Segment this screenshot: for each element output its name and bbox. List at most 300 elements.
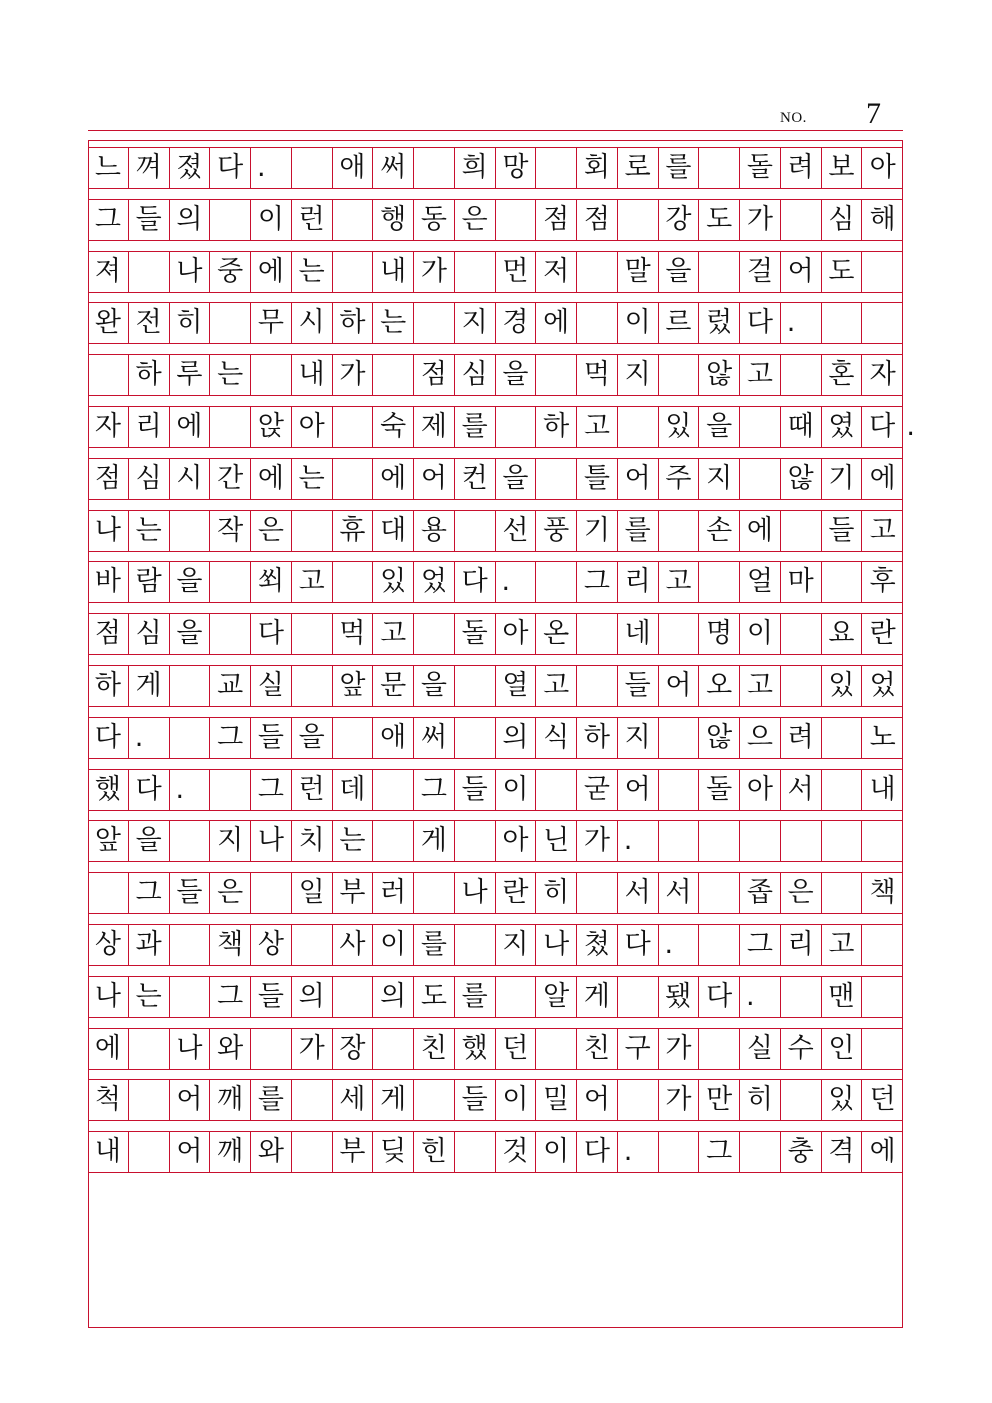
grid-cell: 열 [496, 666, 537, 706]
grid-cell: 마 [781, 562, 822, 602]
grid-cell: 렀 [699, 303, 740, 343]
grid-cell: 휴 [333, 511, 374, 551]
grid-cell: 서 [618, 873, 659, 913]
grid-cell: 지 [618, 718, 659, 758]
grid-cell: 이 [373, 925, 414, 965]
grid-cell [170, 821, 211, 861]
overflow-period: . [906, 411, 915, 442]
grid-cell: . [496, 562, 537, 602]
grid-cell: 동 [414, 200, 455, 240]
grid-cell: 다 [210, 148, 251, 188]
grid-cell: 는 [373, 303, 414, 343]
grid-cell: 숙 [373, 407, 414, 447]
grid-cell: 닌 [536, 821, 577, 861]
grid-cell [618, 1080, 659, 1120]
grid-cell: 게 [414, 821, 455, 861]
grid-cell: 도 [822, 252, 863, 292]
grid-cell: 다 [129, 770, 170, 810]
grid-cell [292, 511, 333, 551]
grid-cell [496, 200, 537, 240]
grid-cell: 서 [781, 770, 822, 810]
grid-cell: 에 [869, 1136, 896, 1168]
grid-cell: 고 [740, 666, 781, 706]
grid-cell [822, 718, 863, 758]
grid-cell [862, 821, 903, 861]
grid-cell [781, 200, 822, 240]
grid-cell: 의 [373, 977, 414, 1017]
grid-cell: 보 [822, 148, 863, 188]
grid-cell [251, 1029, 292, 1069]
grid-cell: 그 [210, 977, 251, 1017]
grid-cell: 다 [618, 925, 659, 965]
grid-cell [659, 1132, 700, 1172]
grid-row [88, 511, 903, 551]
grid-cell: 데 [333, 770, 374, 810]
grid-cell: 람 [129, 562, 170, 602]
grid-cell: 을 [170, 614, 211, 654]
grid-cell: 앞 [88, 821, 129, 861]
grid-cell [862, 303, 903, 343]
manuscript-grid [88, 140, 915, 1328]
grid-cell [292, 666, 333, 706]
grid-cell [699, 821, 740, 861]
grid-cell: 그 [699, 1132, 740, 1172]
grid-cell: 제 [414, 407, 455, 447]
grid-row [88, 1029, 903, 1069]
grid-cell: 책 [210, 925, 251, 965]
grid-cell: 져 [88, 252, 129, 292]
grid-cell: 고 [659, 562, 700, 602]
grid-cell [740, 821, 781, 861]
grid-cell: 힌 [414, 1132, 455, 1172]
grid-cell: 써 [414, 718, 455, 758]
grid-cell: 고 [577, 407, 618, 447]
grid-cell: 나 [88, 511, 129, 551]
grid-cell [618, 977, 659, 1017]
grid-cell: 어 [170, 1080, 211, 1120]
grid-cell: 장 [333, 1029, 374, 1069]
grid-cell: 아 [292, 407, 333, 447]
grid-cell [210, 407, 251, 447]
grid-cell: 은 [455, 200, 496, 240]
grid-cell: 교 [210, 666, 251, 706]
grid-cell: 먼 [496, 252, 537, 292]
grid-cell: 희 [455, 148, 496, 188]
grid-cell: 리 [129, 407, 170, 447]
grid-cell [129, 252, 170, 292]
grid-cell [577, 873, 618, 913]
grid-cell: 는 [210, 355, 251, 395]
no-label: NO. [780, 110, 807, 126]
grid-cell: 써 [373, 148, 414, 188]
grid-cell [536, 355, 577, 395]
grid-cell: 러 [373, 873, 414, 913]
grid-cell: 히 [170, 303, 211, 343]
grid-cell: 사 [333, 925, 374, 965]
grid-cell: 려 [781, 148, 822, 188]
grid-cell: 망 [496, 148, 537, 188]
grid-cell [210, 200, 251, 240]
grid-cell: 하 [88, 666, 129, 706]
grid-cell: 그 [414, 770, 455, 810]
grid-cell [292, 1132, 333, 1172]
grid-cell: . [251, 148, 292, 188]
grid-cell: 틀 [577, 459, 618, 499]
grid-cell: 을 [414, 666, 455, 706]
grid-cell: 내 [292, 355, 333, 395]
grid-cell [333, 718, 374, 758]
grid-row [88, 666, 903, 706]
grid-cell: 가 [333, 355, 374, 395]
grid-cell: 도 [699, 200, 740, 240]
grid-cell: 애 [373, 718, 414, 758]
grid-cell: 을 [699, 407, 740, 447]
grid-cell: 가 [292, 1029, 333, 1069]
grid-cell [699, 562, 740, 602]
grid-cell: 강 [659, 200, 700, 240]
grid-cell [577, 252, 618, 292]
grid-cell [455, 1132, 496, 1172]
grid-cell: 를 [455, 407, 496, 447]
grid-cell [414, 303, 455, 343]
grid-row [88, 1080, 903, 1120]
grid-cell: 르 [659, 303, 700, 343]
grid-cell: 지 [496, 925, 537, 965]
grid-cell: 먹 [333, 614, 374, 654]
grid-cell: 먹 [577, 355, 618, 395]
grid-cell: 대 [373, 511, 414, 551]
grid-cell: 려 [781, 718, 822, 758]
grid-cell: 이 [251, 200, 292, 240]
grid-cell [577, 614, 618, 654]
grid-cell: 만 [699, 1080, 740, 1120]
page-number: 7 [866, 97, 881, 130]
grid-cell [659, 821, 700, 861]
grid-cell [862, 925, 903, 965]
grid-cell [170, 925, 211, 965]
grid-cell: 있 [373, 562, 414, 602]
grid-cell: 히 [740, 1080, 781, 1120]
grid-cell: 때 [781, 407, 822, 447]
grid-cell: 식 [536, 718, 577, 758]
grid-cell [536, 562, 577, 602]
grid-cell: . [740, 977, 781, 1017]
grid-cell: 가 [577, 821, 618, 861]
grid-cell: 시 [170, 459, 211, 499]
grid-cell: 어 [577, 1080, 618, 1120]
grid-cell: 아 [740, 770, 781, 810]
grid-cell [210, 770, 251, 810]
grid-cell: 었 [869, 670, 896, 701]
grid-cell: 어 [618, 770, 659, 810]
grid-cell: 란 [496, 873, 537, 913]
grid-cell [251, 873, 292, 913]
grid-cell: 말 [618, 252, 659, 292]
grid-cell: 어 [781, 252, 822, 292]
grid-cell: 경 [496, 303, 537, 343]
grid-cell [455, 252, 496, 292]
grid-cell: 의 [496, 718, 537, 758]
grid-cell [496, 407, 537, 447]
grid-cell: 점 [414, 355, 455, 395]
grid-cell: 에 [373, 459, 414, 499]
grid-cell [292, 1080, 333, 1120]
grid-cell: 에 [251, 459, 292, 499]
grid-cell: 아 [496, 821, 537, 861]
grid-cell [170, 666, 211, 706]
grid-cell: 쳤 [577, 925, 618, 965]
grid-cell [822, 303, 863, 343]
grid-cell [414, 148, 455, 188]
grid-cell: 다 [740, 303, 781, 343]
grid-cell: 했 [88, 770, 129, 810]
grid-cell [822, 821, 863, 861]
grid-cell: 아 [869, 152, 896, 183]
grid-cell: 지 [210, 821, 251, 861]
grid-cell: 노 [869, 721, 896, 753]
grid-cell: 고 [740, 355, 781, 395]
grid-row [88, 252, 903, 292]
grid-cell: 는 [292, 459, 333, 499]
grid-cell: 심 [129, 459, 170, 499]
grid-cell: 기 [822, 459, 863, 499]
grid-cell [170, 977, 211, 1017]
grid-cell: 를 [414, 925, 455, 965]
grid-cell: 혼 [822, 355, 863, 395]
grid-cell: 들 [170, 873, 211, 913]
grid-cell: 돌 [699, 770, 740, 810]
grid-cell: 에 [170, 407, 211, 447]
grid-row [88, 614, 903, 654]
grid-cell: 를 [659, 148, 700, 188]
grid-cell: 은 [781, 873, 822, 913]
grid-cell: . [170, 770, 211, 810]
grid-cell [781, 821, 822, 861]
grid-cell: 네 [618, 614, 659, 654]
grid-cell: 나 [251, 821, 292, 861]
grid-cell [536, 1029, 577, 1069]
grid-cell: 들 [455, 770, 496, 810]
header-rule [88, 130, 903, 131]
grid-cell: 용 [414, 511, 455, 551]
grid-cell: 이 [536, 1132, 577, 1172]
grid-cell: 는 [333, 821, 374, 861]
grid-row [88, 977, 903, 1017]
grid-cell: 나 [88, 977, 129, 1017]
grid-cell: 점 [88, 459, 129, 499]
grid-cell [781, 977, 822, 1017]
grid-row [88, 1132, 903, 1172]
grid-cell: 돌 [455, 614, 496, 654]
grid-cell: 다 [699, 977, 740, 1017]
grid-cell [536, 770, 577, 810]
grid-cell: 였 [822, 407, 863, 447]
grid-cell [292, 925, 333, 965]
grid-cell: 게 [577, 977, 618, 1017]
grid-cell: 시 [292, 303, 333, 343]
grid-cell [699, 1029, 740, 1069]
grid-row [88, 200, 903, 240]
grid-cell: 졌 [170, 148, 211, 188]
grid-cell: 좁 [740, 873, 781, 913]
grid-cell: 회 [577, 148, 618, 188]
grid-cell [740, 1132, 781, 1172]
grid-cell: 고 [822, 925, 863, 965]
grid-cell: 앞 [333, 666, 374, 706]
grid-cell: 어 [170, 1132, 211, 1172]
grid-cell: 있 [822, 1080, 863, 1120]
grid-cell: 과 [129, 925, 170, 965]
grid-cell: 점 [577, 200, 618, 240]
grid-cell: 깨 [210, 1132, 251, 1172]
grid-cell: 수 [781, 1029, 822, 1069]
grid-cell: 가 [659, 1080, 700, 1120]
grid-cell: . [618, 1132, 659, 1172]
grid-cell: 던 [869, 1084, 896, 1116]
grid-cell [455, 511, 496, 551]
grid-cell: 충 [781, 1132, 822, 1172]
grid-cell: 느 [88, 148, 129, 188]
grid-cell: 을 [496, 459, 537, 499]
grid-row [88, 821, 903, 861]
grid-cell: 해 [869, 203, 896, 235]
grid-cell: 와 [251, 1132, 292, 1172]
grid-cell: 어 [414, 459, 455, 499]
grid-cell [333, 977, 374, 1017]
grid-cell [333, 200, 374, 240]
grid-cell: 하 [536, 407, 577, 447]
grid-cell [659, 511, 700, 551]
grid-cell: 선 [496, 511, 537, 551]
grid-cell: 이 [496, 770, 537, 810]
grid-cell: 그 [577, 562, 618, 602]
grid-cell: 실 [251, 666, 292, 706]
grid-cell: 않 [699, 355, 740, 395]
grid-cell [536, 459, 577, 499]
grid-cell [170, 718, 211, 758]
grid-cell: 바 [88, 562, 129, 602]
grid-cell: 나 [455, 873, 496, 913]
grid-cell: 있 [659, 407, 700, 447]
grid-cell [781, 511, 822, 551]
grid-cell [822, 770, 863, 810]
grid-cell: . [781, 303, 822, 343]
grid-cell: 을 [659, 252, 700, 292]
grid-cell [373, 355, 414, 395]
grid-cell: 것 [496, 1132, 537, 1172]
grid-cell: 에 [869, 462, 896, 494]
grid-cell: 책 [869, 877, 896, 909]
grid-cell: 맨 [822, 977, 863, 1017]
grid-cell: 던 [496, 1029, 537, 1069]
grid-cell: 어 [659, 666, 700, 706]
grid-cell: 들 [251, 977, 292, 1017]
grid-cell [455, 925, 496, 965]
grid-cell: 를 [455, 977, 496, 1017]
grid-cell [740, 407, 781, 447]
grid-cell: 쐬 [251, 562, 292, 602]
grid-cell: 게 [373, 1080, 414, 1120]
grid-cell [781, 614, 822, 654]
grid-cell: 일 [292, 873, 333, 913]
grid-cell: 고 [869, 514, 896, 546]
grid-cell: 고 [292, 562, 333, 602]
grid-cell [414, 614, 455, 654]
grid-cell: 깨 [210, 1080, 251, 1120]
grid-cell: . [618, 821, 659, 861]
grid-row [88, 770, 903, 810]
grid-cell: 리 [618, 562, 659, 602]
grid-cell: 나 [536, 925, 577, 965]
grid-cell: 온 [536, 614, 577, 654]
grid-cell [862, 252, 903, 292]
grid-cell [496, 977, 537, 1017]
grid-cell [455, 718, 496, 758]
grid-row [88, 718, 903, 758]
grid-cell: 그 [210, 718, 251, 758]
grid-cell [88, 355, 129, 395]
grid-cell: 하 [333, 303, 374, 343]
grid-cell: 척 [88, 1080, 129, 1120]
grid-cell [333, 252, 374, 292]
grid-cell: 심 [129, 614, 170, 654]
grid-cell: 들 [822, 511, 863, 551]
grid-cell: 상 [88, 925, 129, 965]
grid-row [88, 303, 903, 343]
grid-cell: 걸 [740, 252, 781, 292]
grid-row [88, 148, 903, 188]
grid-cell: 나 [170, 252, 211, 292]
grid-cell: 다 [862, 407, 903, 447]
grid-cell [129, 1029, 170, 1069]
grid-cell [862, 1029, 903, 1069]
grid-cell: 저 [536, 252, 577, 292]
grid-cell [251, 355, 292, 395]
grid-cell: 다 [251, 614, 292, 654]
grid-cell: 친 [577, 1029, 618, 1069]
grid-cell: 다 [577, 1132, 618, 1172]
grid-cell: 애 [333, 148, 374, 188]
grid-cell: 는 [129, 511, 170, 551]
grid-cell: 었 [414, 562, 455, 602]
grid-cell: 구 [618, 1029, 659, 1069]
grid-cell: 딪 [373, 1132, 414, 1172]
grid-cell: 얼 [740, 562, 781, 602]
grid-cell: 지 [455, 303, 496, 343]
grid-cell: 않 [699, 718, 740, 758]
grid-cell: 을 [170, 562, 211, 602]
grid-row [88, 459, 903, 499]
grid-cell: 치 [292, 821, 333, 861]
grid-cell [373, 770, 414, 810]
grid-cell: 굳 [577, 770, 618, 810]
grid-cell: 풍 [536, 511, 577, 551]
grid-cell [699, 873, 740, 913]
grid-cell: 그 [251, 770, 292, 810]
grid-cell: 부 [333, 873, 374, 913]
grid-cell: 껴 [129, 148, 170, 188]
grid-cell [210, 303, 251, 343]
grid-cell [373, 1029, 414, 1069]
grid-cell: 고 [536, 666, 577, 706]
grid-cell [781, 355, 822, 395]
grid-cell: 고 [373, 614, 414, 654]
grid-cell: 으 [740, 718, 781, 758]
grid-cell: 하 [129, 355, 170, 395]
grid-cell: 하 [577, 718, 618, 758]
grid-cell [455, 666, 496, 706]
grid-cell: 행 [373, 200, 414, 240]
